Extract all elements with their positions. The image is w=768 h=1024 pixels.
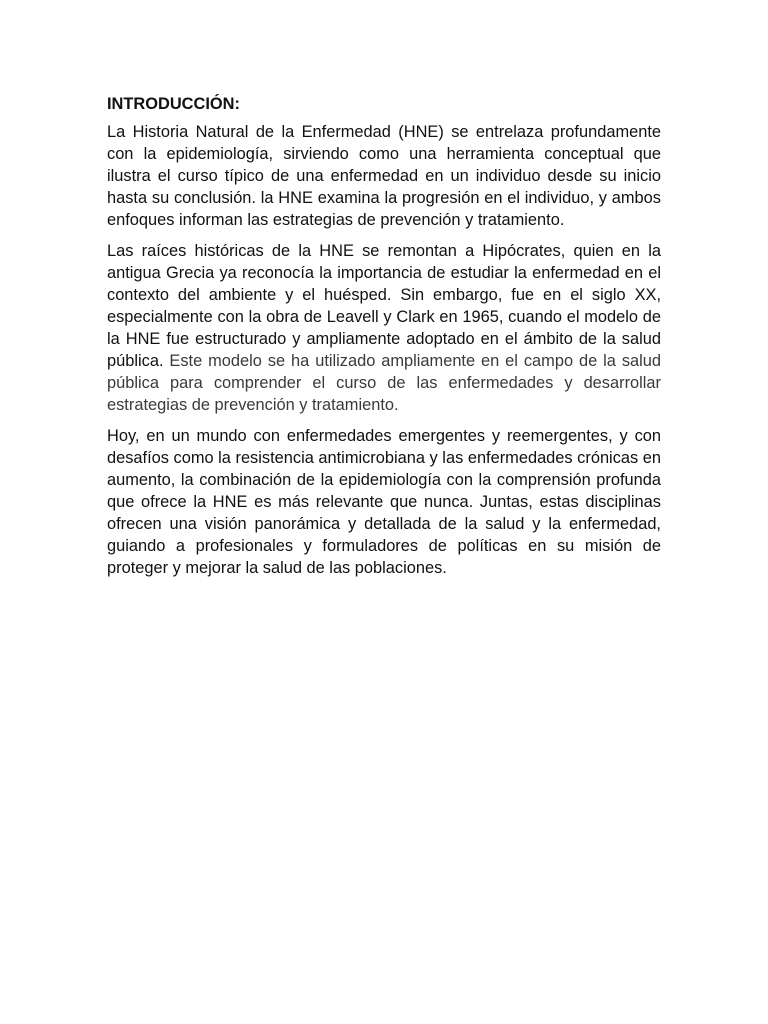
paragraph-2-text: Las raíces históricas de la HNE se remontan a Hipócrates, quien en la antigua Grecia ya reconocía la importancia de estudiar la enfermedad en el contexto del ambiente y el huésped. Sin embargo, fue en el siglo XX, especialmente con la obra de Leavell y Clark en 1965, cuando el modelo de la HNE fue estructurado y ampliamente adoptado en el ámbito de la salud pública. [107, 242, 661, 370]
paragraph-2-continuation: Este modelo se ha utilizado ampliamente en el campo de la salud pública para comprender el curso de las enfermedades y desarrollar estrategias de prevención y tratamiento. [107, 352, 661, 414]
paragraph-1-text: La Historia Natural de la Enfermedad (HNE) se entrelaza profundamente con la epidemiología, sirviendo como una herramienta conceptual que ilustra el curso típico de una enfermedad en un individuo desde su inicio hasta su conclusión. la HNE examina la progresión en el individuo, y ambos enfoques informan las estrategias de prevención y tratamiento. [107, 123, 661, 229]
document-body [107, 93, 661, 588]
paragraph-3-text: Hoy, en un mundo con enfermedades emergentes y reemergentes, y con desafíos como la resistencia antimicrobiana y las enfermedades crónicas en aumento, la combinación de la epidemiología con la comprensión profunda que ofrece la HNE es más relevante que nunca. Juntas, estas disciplinas ofrecen una visión panorámica y detallada de la salud y la enfermedad, guiando a profesionales y formuladores de políticas en su misión de proteger y mejorar la salud de las poblaciones. [107, 427, 661, 577]
paragraph-1 [107, 121, 661, 231]
paragraph-2 [107, 240, 661, 416]
section-heading: INTRODUCCIÓN: [107, 95, 240, 113]
paragraph-3 [107, 425, 661, 579]
